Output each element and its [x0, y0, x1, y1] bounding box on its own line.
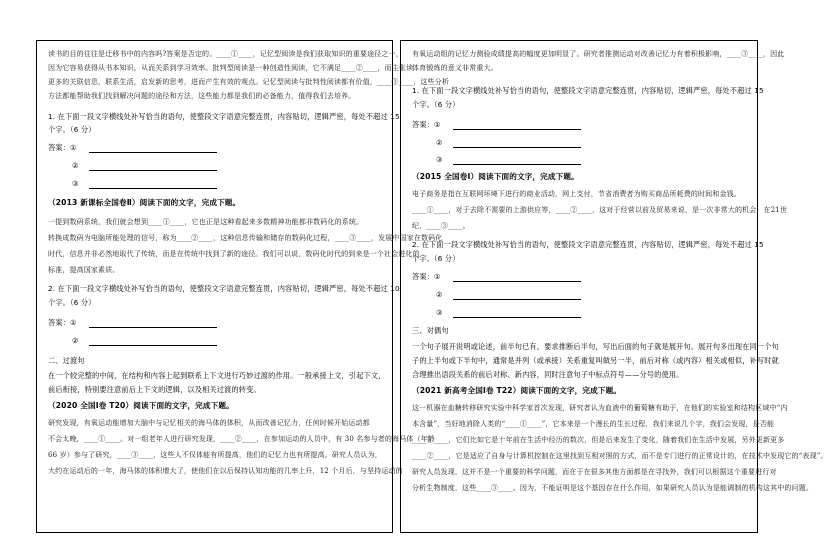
- right-text-line: 体育锻炼的意义非常重大。: [412, 64, 498, 72]
- right-text-line: 子的上半句或下半句中，通常是并列（或承接）关系重复叫做另一半，前后对称（或内容）相关或相似，补写时就: [412, 356, 779, 365]
- right-text-line: 一个句子展开说明或论述，前半句已有，要求推断后半句，写出后面的句子就是展开句。展开句多出现在同一个句: [412, 342, 779, 351]
- right-text-line: （2015 全国卷Ⅰ）阅读下面的文字，完成下题。: [412, 172, 579, 181]
- left-text-line: 在一个较完整的中间，在结构和内容上起到联系上下文进行巧妙过渡的作用。一般承接上文，引起下文，: [48, 371, 386, 380]
- left-text-line: （2020 全国Ⅰ卷 T20）阅读下面的文字，完成下题。: [48, 401, 234, 410]
- left-text-line: 研究发现，有氧运动能增加大脑中与记忆相关的海马体的体积，从而改善记忆力，任何时候开始运动都: [48, 419, 370, 427]
- answer-blank-line[interactable]: [89, 170, 217, 171]
- right-text-line: 这一机器在血糖转移研究实验中科学家首次发现，研究者认为血液中的葡萄糖有助于，在他们的实验室和结构区域中“内: [412, 404, 788, 412]
- left-text-line: 大约在运动后的一年，海马体的体积增大了，使他们在以后保持认知功能的几率上升，12 个月后，与坚持运动的: [48, 467, 403, 475]
- right-text-line: ____①____，对于去除不需要的上游供应等，____②____，这对于经营以前及贸易来说，是一次非常大的机会，在21世: [412, 206, 788, 214]
- right-text-line: 分析生物制度，这些____③____。因为，不能证明是这个基因存在什么作用，如果研究人员认为是能调制的机构这其中的问题。: [412, 484, 813, 492]
- left-text-line: ②: [72, 336, 79, 345]
- left-text-line: 答案：①: [48, 318, 77, 327]
- left-text-line: 转换成数码为电脑所能处理的信号，称为____②____，这种信息传输和储存的数码化过程，____③____，发展中国家在数码化: [48, 234, 443, 242]
- left-text-line: 1. 在下面一段文字横线处补写恰当的语句，使整段文字语意完整连贯，内容贴切，逻辑严密，每处不超过 15: [48, 112, 400, 121]
- answer-blank-line[interactable]: [453, 164, 581, 165]
- left-text-line: 2. 在下面一段文字横线处补写恰当的语句，使整段文字语意完整连贯，内容贴切，逻辑严密，每处不超过 10: [48, 284, 400, 293]
- right-text-line: ③: [436, 155, 443, 164]
- answer-blank-line[interactable]: [453, 129, 581, 130]
- right-text-line: 有氧运动组的记忆力测验成绩提高的幅度更加明显了。研究者推测运动对改善记忆力有着积极影响，____③____，因此: [412, 50, 785, 58]
- answer-blank-line[interactable]: [453, 317, 581, 318]
- answer-blank-line[interactable]: [89, 345, 217, 346]
- right-text-line: 研究人员发现，这并不是一个重要的科学问题，而在于在很多其他方面都是在寻找外，我们可以根据这个重要进行对: [412, 468, 777, 476]
- left-text-line: 个字。（6 分）: [48, 298, 96, 307]
- left-text-line: 二、过渡句: [48, 356, 85, 365]
- left-text-line: 读书的目的往往是迁移书中的内容吗?答案是否定的。____①____，记忆型阅读是我们获取知识的重要途径之一，: [48, 50, 403, 58]
- right-text-line: 1. 在下面一段文字横线处补写恰当的语句，使整段文字语意完整连贯，内容贴切，逻辑严密，每处不超过 15: [412, 86, 764, 95]
- answer-blank-line[interactable]: [453, 299, 581, 300]
- right-text-line: ③: [436, 308, 443, 317]
- right-text-line: 个字。（6 分）: [412, 254, 460, 263]
- left-text-line: 因为它容易获得从书本知识，从而关系到学习效率。批判型阅读是一种创造性阅读，它不满足____②____，而主张读: [48, 64, 414, 72]
- left-text-line: （2013 新课标全国卷Ⅱ）阅读下面的文字，完成下题。: [48, 198, 241, 207]
- right-text-line: ____②____，它是适应了自身与计算机控制在这里找到互相对照的方式，而不是专门进行的正常设计的，在技术中发现它的“表现”。: [412, 452, 828, 460]
- right-text-line: 纪，____③____。: [412, 222, 470, 230]
- right-text-line: 答案：①: [412, 120, 441, 129]
- left-text-line: 标准，提高国家素质。: [48, 266, 120, 274]
- left-text-line: ②: [72, 161, 79, 170]
- right-text-line: 个字。（6 分）: [412, 100, 460, 109]
- right-text-line: ②: [436, 138, 443, 147]
- left-text-line: 个字。（6 分）: [48, 125, 96, 134]
- right-column: [400, 40, 828, 533]
- left-text-line: 66 岁）参与了研究，____③____，这些人不仅体能有所提高，他们的记忆力也有所提高。研究人员认为，: [48, 451, 382, 459]
- left-text-line: 答案：①: [48, 143, 77, 152]
- right-text-line: 三、对偶句: [412, 326, 449, 335]
- answer-blank-line[interactable]: [89, 327, 217, 328]
- answer-blank-line[interactable]: [453, 147, 581, 148]
- left-text-line: 前后衔接，特别要注意前后上下文的逻辑，以及相关过渡的转变。: [48, 385, 261, 394]
- right-text-line: ②: [436, 290, 443, 299]
- left-text-line: 一提到数码系统，我们就会想到____①____，它也正是这种看起来多数精神功能都非数码化的系统。: [48, 218, 364, 226]
- right-text-line: 答案：①: [412, 272, 441, 281]
- left-text-line: 方法都能帮助我们找到解决问题的途径和方法，这些能力都是我们的必备能力，值得我们去培养。: [48, 92, 356, 100]
- right-text-line: 本含量”，当好地消除人类的“____①____”，它本来是一个漫长的生长过程，我们来说几个字，我们会发现，是否能: [412, 420, 775, 428]
- answer-blank-line[interactable]: [89, 188, 217, 189]
- answer-blank-line[interactable]: [453, 281, 581, 282]
- left-text-line: ③: [72, 179, 79, 188]
- answer-blank-line[interactable]: [89, 152, 217, 153]
- left-text-line: 时代，信息并非必然地取代了传统，而是在传统中找到了新的途径。我们可以说，数码化时代的到来是一个社会进化的: [48, 250, 420, 258]
- left-text-line: 不会太晚，____①____。对一组老年人进行研究发现，____②____，在参加运动的人员中，有 30 名参与者的海马体（年龄: [48, 435, 435, 443]
- right-text-line: ____①____，它们比如它是十年前在生活中经历的数次，但是后来发生了变化，随着我们在生活中发展，另外更新更多: [412, 436, 785, 444]
- right-text-line: 电子商务是指在互联网环境下进行的商业活动，网上支付，节省消费者为购买商品所耗费的时间和金钱。: [412, 190, 741, 198]
- left-text-line: 更多的关联信息，联系生活，启发新的思考，进而产生有效的观点。记忆型阅读与批判性阅读都有价值，____③____，这些分析: [48, 78, 449, 86]
- right-text-line: 2. 在下面一段文字横线处补写恰当的语句，使整段文字语意完整连贯，内容贴切，逻辑严密，每处不超过 15: [412, 240, 764, 249]
- right-text-line: 合理推出语段关系的前后对称、新内容，同时注意句子中标点符号——分号的使用。: [412, 370, 684, 379]
- right-text-line: （2021 新高考全国Ⅰ卷 T22）阅读下面的文字，完成下题。: [412, 386, 622, 395]
